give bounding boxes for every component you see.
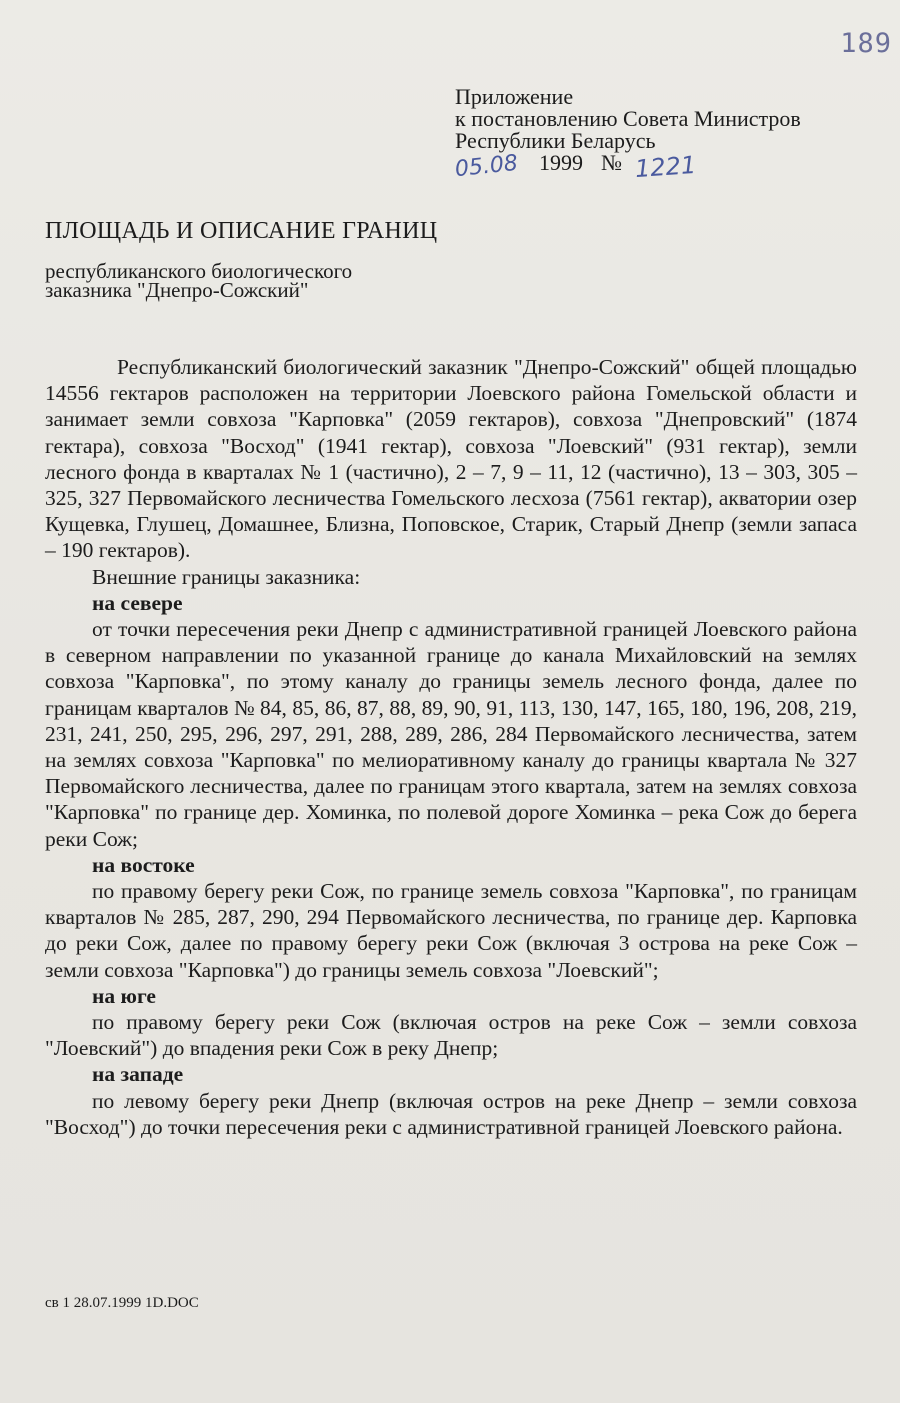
east-heading: на востоке: [92, 852, 195, 877]
subtitle-line-2: заказника "Днепро-Сожский": [45, 278, 309, 302]
document-subtitle: [45, 259, 353, 302]
document-title: ПЛОЩАДЬ И ОПИСАНИЕ ГРАНИЦ: [45, 218, 438, 244]
handwritten-date: 05.08: [453, 150, 520, 183]
appendix-line-1: Приложение: [455, 84, 574, 109]
subtitle-line-1: республиканского биологического: [45, 259, 353, 283]
document-body: [45, 354, 857, 1140]
decree-year-number: [539, 152, 622, 174]
north-heading: на севере: [92, 590, 183, 615]
external-borders-label: Внешние границы заказника:: [92, 564, 361, 589]
decree-year: 1999: [539, 150, 583, 175]
south-heading: на юге: [92, 983, 156, 1008]
west-heading: на западе: [92, 1062, 184, 1087]
north-paragraph: от точки пересечения реки Днепр с административной границей Лоевского района в северном направлении по указанной границе до канала Михайловский на землях совхоза "Карповка", по этому каналу до границы земель лесного фонда, далее по границам кварталов № 84, 85, 86, 87, 88, 89, 90, 91, 113, 130, 147, 165, 180, 196, 208, 219, 231, 241, 250, 295, 296, 297, 291, 288, 289, 286, 284 Первомайского лесничества, затем на землях совхоза "Карповка" по мелиоративному каналу до границы квартала № 327 Первомайского лесничества, далее по границам этого квартала, затем на землях совхоза "Карповка" по границе дер. Хоминка, по полевой дороге Хоминка – река Сож до берега реки Сож;: [45, 617, 857, 851]
appendix-line-3: Республики Беларусь: [455, 128, 656, 153]
appendix-header: [453, 84, 801, 184]
number-sign: №: [601, 150, 622, 175]
page-number: 189: [840, 28, 892, 59]
intro-paragraph: Республиканский биологический заказник "Днепро-Сожский" общей площадью 14556 гектаров расположен на территории Лоевского района Гомельской области и занимает земли совхоза "Карповка" (2059 гектаров), совхоза "Днепровский" (1874 гектара), совхоза "Восход" (1941 гектар), совхоза "Лоевский" (931 гектар), земли лесного фонда в кварталах № 1 (частично), 2 – 7, 9 – 11, 12 (частично), 13 – 303, 305 – 325, 327 Первомайского лесничества Гомельского лесхоза (7561 гектар), акватории озер Кущевка, Глушец, Домашнее, Близна, Поповское, Старик, Старый Днепр (земли запаса – 190 гектаров).: [45, 355, 857, 563]
decree-date-number: [453, 150, 801, 184]
handwritten-number: 1221: [634, 150, 697, 184]
west-paragraph: по левому берегу реки Днепр (включая остров на реке Днепр – земли совхоза "Восход") до точки пересечения реки с административной границей Лоевского района.: [45, 1088, 857, 1139]
south-paragraph: по правому берегу реки Сож (включая остров на реке Сож – земли совхоза "Лоевский") до впадения реки Сож в реку Днепр;: [45, 1010, 857, 1061]
appendix-line-2: к постановлению Совета Министров: [455, 106, 801, 131]
east-paragraph: по правому берегу реки Сож, по границе земель совхоза "Карповка", по границам кварталов № 285, 287, 290, 294 Первомайского лесничества, по границе дер. Карповка до реки Сож, далее по правому берегу реки Сож (включая 3 острова на реке Сож – земли совхоза "Карповка") до границы земель совхоза "Лоевский";: [45, 879, 857, 982]
file-footer: св 1 28.07.1999 1D.DOC: [45, 1295, 199, 1311]
